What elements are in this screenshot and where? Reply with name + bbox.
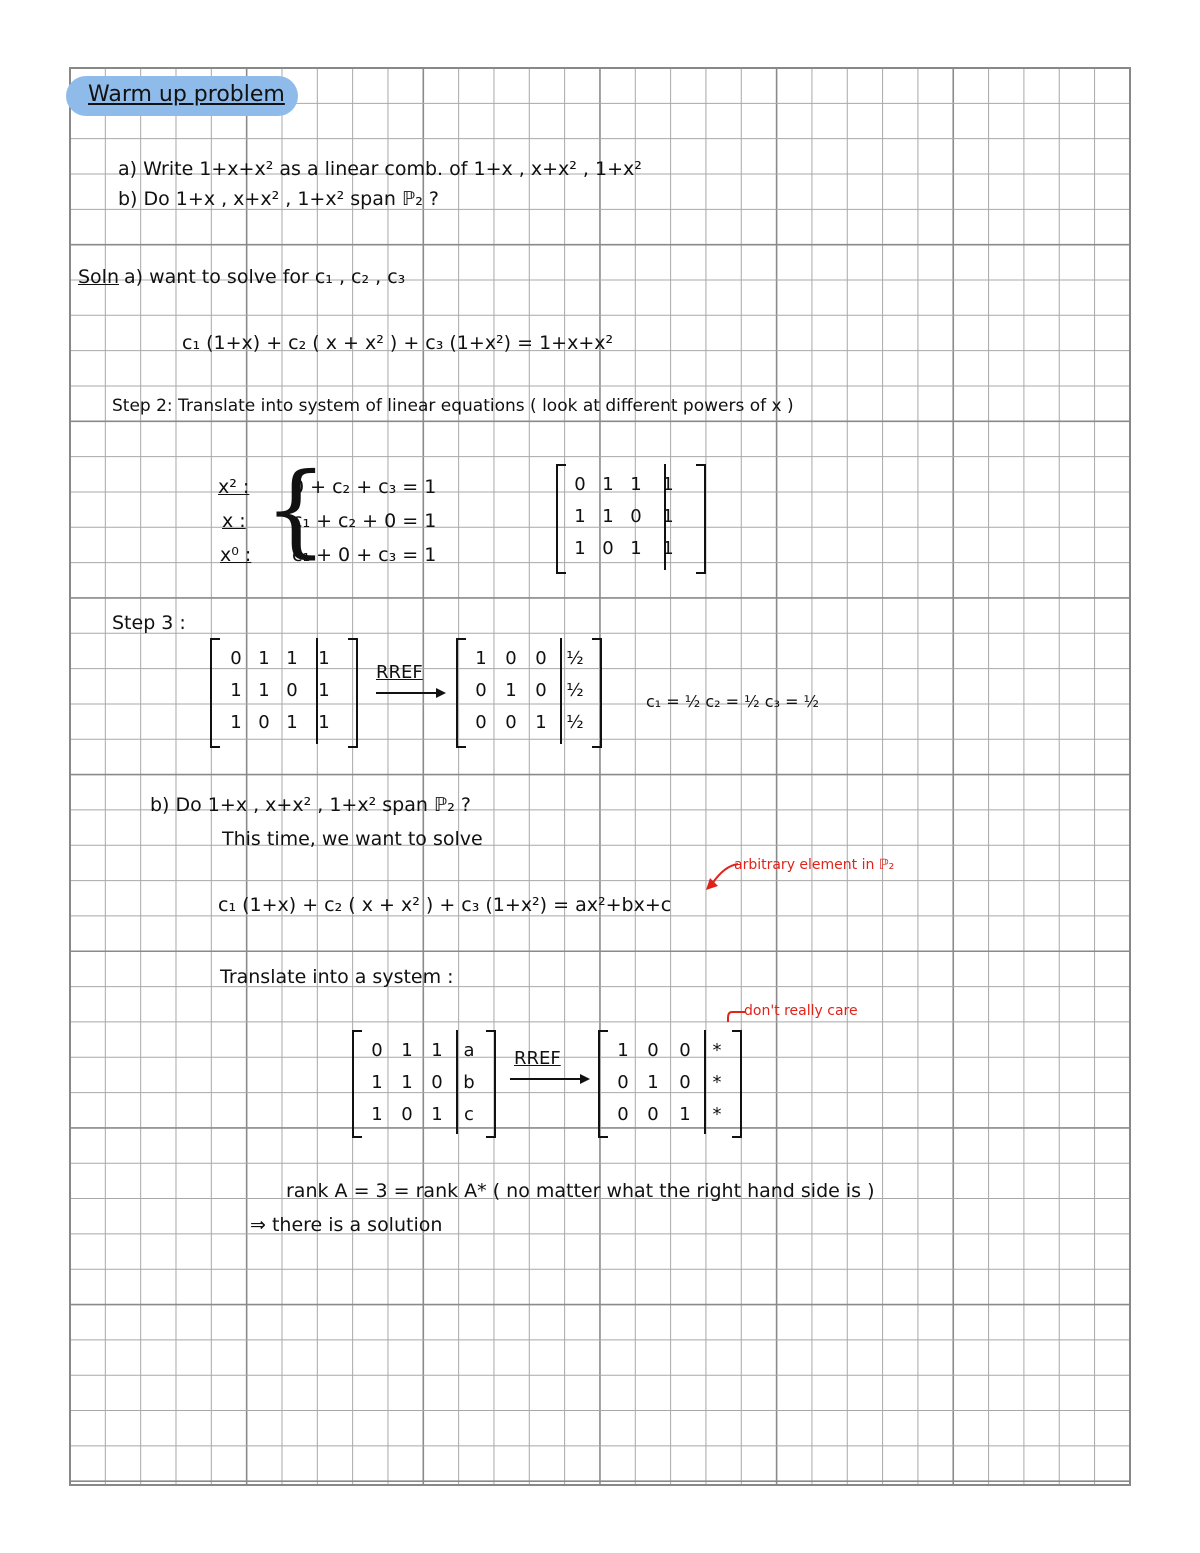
augmented-matrix-1 xyxy=(566,468,686,564)
matrix-cell: 0 xyxy=(602,537,614,559)
matrix-cell: 1 xyxy=(401,1039,413,1061)
augmented-matrix-2 xyxy=(362,1034,486,1130)
matrix-cell: 0 xyxy=(230,647,242,669)
matrix-cell: 1 xyxy=(630,473,642,495)
matrix-cell: * xyxy=(712,1071,722,1093)
c-values: c₁ = ½ c₂ = ½ c₃ = ½ xyxy=(646,692,820,711)
matrix-bracket-right xyxy=(486,1030,496,1138)
rank-line: rank A = 3 = rank A* ( no matter what the right hand side is ) xyxy=(286,1180,875,1202)
matrix-cell: 1 xyxy=(662,505,674,527)
matrix-cell: 1 xyxy=(475,647,487,669)
equation-1: c₁ (1+x) + c₂ ( x + x² ) + c₃ (1+x²) = 1+x+x² xyxy=(182,332,614,354)
matrix-cell: 0 xyxy=(258,711,270,733)
matrix-cell: 1 xyxy=(371,1071,383,1093)
matrix-cell: 0 xyxy=(647,1039,659,1061)
matrix-cell: 1 xyxy=(617,1039,629,1061)
matrix-cell: * xyxy=(712,1039,722,1061)
matrix-cell: 0 xyxy=(617,1071,629,1093)
rref-label: RREF xyxy=(376,662,423,683)
matrix-cell: 0 xyxy=(617,1103,629,1125)
red-arrow-icon xyxy=(700,860,744,896)
power-label-x0: x⁰ : xyxy=(220,544,252,566)
matrix-cell: 0 xyxy=(630,505,642,527)
matrix-cell: 0 xyxy=(535,679,547,701)
matrix-bracket-right xyxy=(348,638,358,748)
rref-matrix-2 xyxy=(608,1034,732,1130)
solution-label: Soln xyxy=(78,266,120,288)
matrix-bracket-left xyxy=(352,1030,362,1138)
matrix-cell: 1 xyxy=(258,647,270,669)
matrix-cell: 0 xyxy=(401,1103,413,1125)
matrix-cell: 1 xyxy=(318,647,330,669)
matrix-bracket-right xyxy=(696,464,706,574)
matrix-cell: 1 xyxy=(431,1103,443,1125)
system-row-3: c₁ + 0 + c₃ = 1 xyxy=(292,544,437,566)
matrix-cell: 1 xyxy=(371,1103,383,1125)
matrix-cell: 1 xyxy=(258,679,270,701)
matrix-cell: 1 xyxy=(647,1071,659,1093)
part-b-intro: This time, we want to solve xyxy=(222,828,483,850)
equation-2: c₁ (1+x) + c₂ ( x + x² ) + c₃ (1+x²) = ax²+bx+c xyxy=(218,894,672,916)
system-row-2: c₁ + c₂ + 0 = 1 xyxy=(292,510,437,532)
matrix-cell: 1 xyxy=(662,537,674,559)
part-b-question: b) Do 1+x , x+x² , 1+x² span ℙ₂ ? xyxy=(150,794,471,816)
matrix-cell: 0 xyxy=(647,1103,659,1125)
matrix-cell: 0 xyxy=(505,711,517,733)
rref-matrix-1 xyxy=(466,642,594,738)
rref-arrow-icon xyxy=(510,1078,588,1080)
matrix-cell: 1 xyxy=(535,711,547,733)
power-label-x: x : xyxy=(222,510,246,532)
matrix-cell: 0 xyxy=(679,1039,691,1061)
matrix-cell: ½ xyxy=(566,647,584,669)
problem-b: b) Do 1+x , x+x² , 1+x² span ℙ₂ ? xyxy=(118,188,439,210)
matrix-cell: 1 xyxy=(318,711,330,733)
matrix-cell: 1 xyxy=(602,473,614,495)
matrix-cell: 0 xyxy=(505,647,517,669)
matrix-cell: 1 xyxy=(286,647,298,669)
matrix-cell: 0 xyxy=(535,647,547,669)
matrix-cell: 1 xyxy=(679,1103,691,1125)
matrix-cell: 1 xyxy=(230,679,242,701)
matrix-cell: 1 xyxy=(602,505,614,527)
augmented-matrix-step3 xyxy=(222,642,342,738)
power-label-x2: x² : xyxy=(218,476,250,498)
matrix-cell: 1 xyxy=(318,679,330,701)
matrix-bracket-left xyxy=(598,1030,608,1138)
matrix-cell: 0 xyxy=(475,679,487,701)
matrix-bracket-left xyxy=(456,638,466,748)
step-2: Step 2: Translate into system of linear equations ( look at different powers of x ) xyxy=(112,396,794,416)
translate-line: Translate into a system : xyxy=(220,966,454,988)
matrix-cell: c xyxy=(464,1103,474,1125)
matrix-cell: ½ xyxy=(566,679,584,701)
matrix-cell: b xyxy=(463,1071,475,1093)
red-hook-icon xyxy=(724,1004,748,1024)
matrix-bracket-left xyxy=(210,638,220,748)
matrix-cell: 1 xyxy=(401,1071,413,1093)
note-arbitrary-element: arbitrary element in ℙ₂ xyxy=(734,857,895,873)
system-brace: { xyxy=(264,451,328,568)
matrix-cell: a xyxy=(463,1039,475,1061)
matrix-cell: 0 xyxy=(431,1071,443,1093)
matrix-cell: 0 xyxy=(679,1071,691,1093)
note-dont-care: don't really care xyxy=(744,1003,858,1019)
step-3: Step 3 : xyxy=(112,612,186,634)
system-row-1: 0 + c₂ + c₃ = 1 xyxy=(292,476,437,498)
matrix-cell: 1 xyxy=(574,505,586,527)
conclusion: ⇒ there is a solution xyxy=(250,1214,443,1236)
problem-a: a) Write 1+x+x² as a linear comb. of 1+x , x+x² , 1+x² xyxy=(118,158,642,180)
matrix-cell: ½ xyxy=(566,711,584,733)
page-title: Warm up problem xyxy=(88,82,285,107)
matrix-cell: 1 xyxy=(230,711,242,733)
rref-label-2: RREF xyxy=(514,1048,561,1069)
matrix-cell: 1 xyxy=(286,711,298,733)
rref-arrow-icon xyxy=(376,692,444,694)
matrix-bracket-right xyxy=(732,1030,742,1138)
matrix-cell: 1 xyxy=(505,679,517,701)
matrix-cell: 1 xyxy=(431,1039,443,1061)
matrix-cell: 0 xyxy=(371,1039,383,1061)
matrix-cell: 0 xyxy=(574,473,586,495)
matrix-cell: * xyxy=(712,1103,722,1125)
matrix-cell: 1 xyxy=(630,537,642,559)
matrix-cell: 1 xyxy=(662,473,674,495)
matrix-cell: 0 xyxy=(475,711,487,733)
matrix-bracket-left xyxy=(556,464,566,574)
part-a-intro: a) want to solve for c₁ , c₂ , c₃ xyxy=(124,266,406,288)
matrix-cell: 1 xyxy=(574,537,586,559)
matrix-cell: 0 xyxy=(286,679,298,701)
